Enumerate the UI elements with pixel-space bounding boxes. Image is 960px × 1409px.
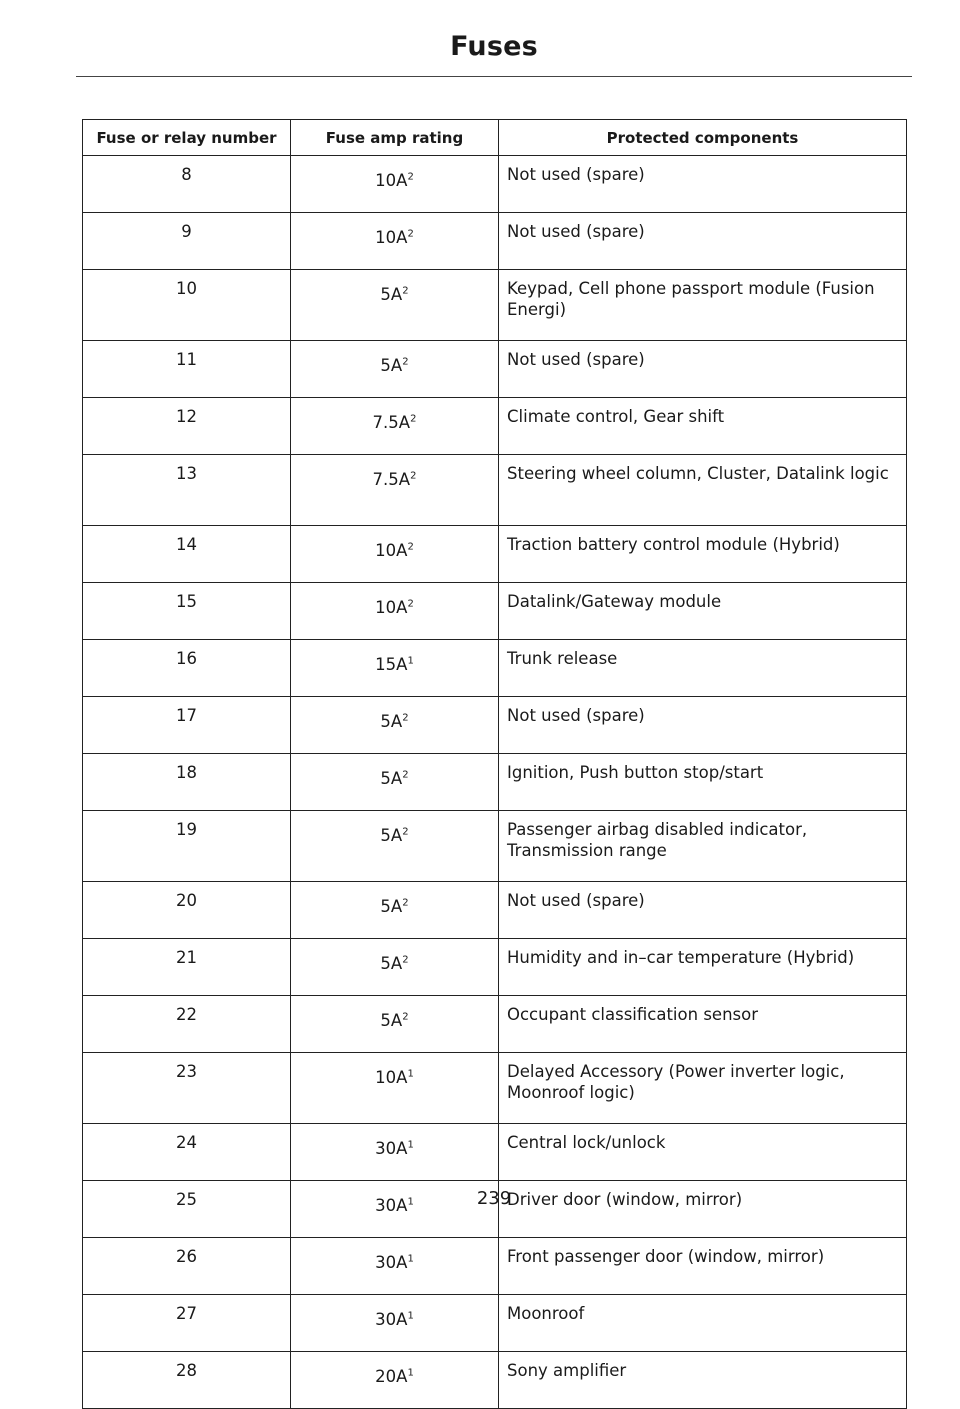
footnote-marker: 2: [402, 356, 409, 368]
fuse-number-cell: 16: [83, 640, 291, 697]
footnote-marker: 1: [407, 1253, 414, 1265]
protected-components-cell: Not used (spare): [499, 156, 907, 213]
amp-rating-value: 10A: [375, 598, 408, 617]
table-row: [83, 1124, 907, 1181]
title-divider: [76, 76, 912, 77]
footnote-marker: 1: [407, 1139, 414, 1151]
page-title: Fuses: [450, 31, 538, 62]
column-header-fuse-number: Fuse or relay number: [83, 120, 291, 156]
footnote-marker: 1: [407, 655, 414, 667]
table-row: [83, 1053, 907, 1124]
amp-rating-value: 7.5A: [372, 413, 411, 432]
footnote-marker: 2: [407, 541, 414, 553]
fuse-number-cell: 15: [83, 583, 291, 640]
protected-components-cell: Steering wheel column, Cluster, Datalink logic: [499, 455, 907, 526]
amp-rating-cell: [291, 939, 499, 996]
amp-rating-value: 5A: [380, 954, 403, 973]
footnote-marker: 1: [407, 1367, 414, 1379]
fuse-number-cell: 22: [83, 996, 291, 1053]
amp-rating-cell: [291, 1053, 499, 1124]
footnote-marker: 2: [407, 228, 414, 240]
table-row: [83, 156, 907, 213]
footnote-marker: 2: [407, 171, 414, 183]
table-row: [83, 1295, 907, 1352]
amp-rating-value: 5A: [380, 712, 403, 731]
protected-components-cell: Traction battery control module (Hybrid): [499, 526, 907, 583]
amp-rating-value: 10A: [375, 541, 408, 560]
table-row: [83, 455, 907, 526]
footnote-marker: 2: [410, 413, 417, 425]
protected-components-cell: Occupant classification sensor: [499, 996, 907, 1053]
table-row: [83, 996, 907, 1053]
fuse-number-cell: 10: [83, 270, 291, 341]
table-header-row: [83, 120, 907, 156]
footnote-marker: 1: [407, 1310, 414, 1322]
amp-rating-cell: [291, 526, 499, 583]
fuse-number-cell: 28: [83, 1352, 291, 1409]
amp-rating-value: 10A: [375, 1068, 408, 1087]
column-header-amp-rating: Fuse amp rating: [291, 120, 499, 156]
fuse-number-cell: 9: [83, 213, 291, 270]
table-row: [83, 1352, 907, 1409]
footnote-marker: 2: [402, 712, 409, 724]
table-row: [83, 213, 907, 270]
table-row: [83, 811, 907, 882]
amp-rating-cell: [291, 754, 499, 811]
amp-rating-value: 20A: [375, 1367, 408, 1386]
amp-rating-cell: [291, 697, 499, 754]
amp-rating-value: 5A: [380, 1011, 403, 1030]
amp-rating-value: 5A: [380, 769, 403, 788]
amp-rating-cell: [291, 1238, 499, 1295]
table-row: [83, 882, 907, 939]
amp-rating-value: 30A: [375, 1310, 408, 1329]
footnote-marker: 2: [402, 897, 409, 909]
fuse-number-cell: 25: [83, 1181, 291, 1238]
protected-components-cell: Trunk release: [499, 640, 907, 697]
protected-components-cell: Front passenger door (window, mirror): [499, 1238, 907, 1295]
protected-components-cell: Driver door (window, mirror): [499, 1181, 907, 1238]
fuse-number-cell: 17: [83, 697, 291, 754]
protected-components-cell: Humidity and in–car temperature (Hybrid): [499, 939, 907, 996]
table-row: [83, 1238, 907, 1295]
footnote-marker: 2: [402, 285, 409, 297]
fuse-number-cell: 11: [83, 341, 291, 398]
amp-rating-cell: [291, 455, 499, 526]
fuse-number-cell: 13: [83, 455, 291, 526]
protected-components-cell: Sony amplifier: [499, 1352, 907, 1409]
fuse-number-cell: 26: [83, 1238, 291, 1295]
amp-rating-value: 7.5A: [372, 470, 411, 489]
fuse-number-cell: 27: [83, 1295, 291, 1352]
amp-rating-value: 5A: [380, 826, 403, 845]
fuse-number-cell: 8: [83, 156, 291, 213]
amp-rating-cell: [291, 1352, 499, 1409]
amp-rating-cell: [291, 583, 499, 640]
footnote-marker: 2: [402, 954, 409, 966]
fuse-number-cell: 19: [83, 811, 291, 882]
amp-rating-value: 10A: [375, 171, 408, 190]
amp-rating-cell: [291, 1124, 499, 1181]
footnote-marker: 2: [410, 470, 417, 482]
protected-components-cell: Passenger airbag disabled indicator, Transmission range: [499, 811, 907, 882]
footnote-marker: 2: [407, 598, 414, 610]
protected-components-cell: Delayed Accessory (Power inverter logic, Moonroof logic): [499, 1053, 907, 1124]
protected-components-cell: Central lock/unlock: [499, 1124, 907, 1181]
footnote-marker: 2: [402, 826, 409, 838]
amp-rating-value: 5A: [380, 356, 403, 375]
table-row: [83, 939, 907, 996]
protected-components-cell: Keypad, Cell phone passport module (Fusion Energi): [499, 270, 907, 341]
fuse-number-cell: 14: [83, 526, 291, 583]
fuse-number-cell: 20: [83, 882, 291, 939]
amp-rating-value: 5A: [380, 897, 403, 916]
protected-components-cell: Not used (spare): [499, 882, 907, 939]
footnote-marker: 1: [407, 1068, 414, 1080]
amp-rating-value: 5A: [380, 285, 403, 304]
table-row: [83, 697, 907, 754]
fuse-number-cell: 23: [83, 1053, 291, 1124]
table-row: [83, 341, 907, 398]
protected-components-cell: Not used (spare): [499, 213, 907, 270]
table-row: [83, 526, 907, 583]
fuse-number-cell: 21: [83, 939, 291, 996]
footnote-marker: 1: [407, 1196, 414, 1208]
amp-rating-cell: [291, 213, 499, 270]
protected-components-cell: Not used (spare): [499, 697, 907, 754]
table-row: [83, 270, 907, 341]
fuse-table: [82, 119, 907, 1409]
table-row: [83, 754, 907, 811]
fuse-number-cell: 12: [83, 398, 291, 455]
amp-rating-cell: [291, 640, 499, 697]
amp-rating-value: 30A: [375, 1139, 408, 1158]
protected-components-cell: Datalink/Gateway module: [499, 583, 907, 640]
amp-rating-cell: [291, 996, 499, 1053]
amp-rating-cell: [291, 811, 499, 882]
fuse-number-cell: 18: [83, 754, 291, 811]
amp-rating-cell: [291, 341, 499, 398]
protected-components-cell: Not used (spare): [499, 341, 907, 398]
amp-rating-cell: [291, 1295, 499, 1352]
fuse-number-cell: 24: [83, 1124, 291, 1181]
amp-rating-value: 30A: [375, 1196, 408, 1215]
amp-rating-cell: [291, 270, 499, 341]
footnote-marker: 2: [402, 1011, 409, 1023]
page-number: 239: [476, 1188, 512, 1209]
table-row: [83, 640, 907, 697]
amp-rating-value: 15A: [375, 655, 408, 674]
protected-components-cell: Climate control, Gear shift: [499, 398, 907, 455]
table-row: [83, 398, 907, 455]
amp-rating-cell: [291, 882, 499, 939]
amp-rating-cell: [291, 398, 499, 455]
protected-components-cell: Ignition, Push button stop/start: [499, 754, 907, 811]
protected-components-cell: Moonroof: [499, 1295, 907, 1352]
amp-rating-value: 30A: [375, 1253, 408, 1272]
amp-rating-value: 10A: [375, 228, 408, 247]
column-header-protected-components: Protected components: [499, 120, 907, 156]
table-row: [83, 583, 907, 640]
footnote-marker: 2: [402, 769, 409, 781]
amp-rating-cell: [291, 156, 499, 213]
